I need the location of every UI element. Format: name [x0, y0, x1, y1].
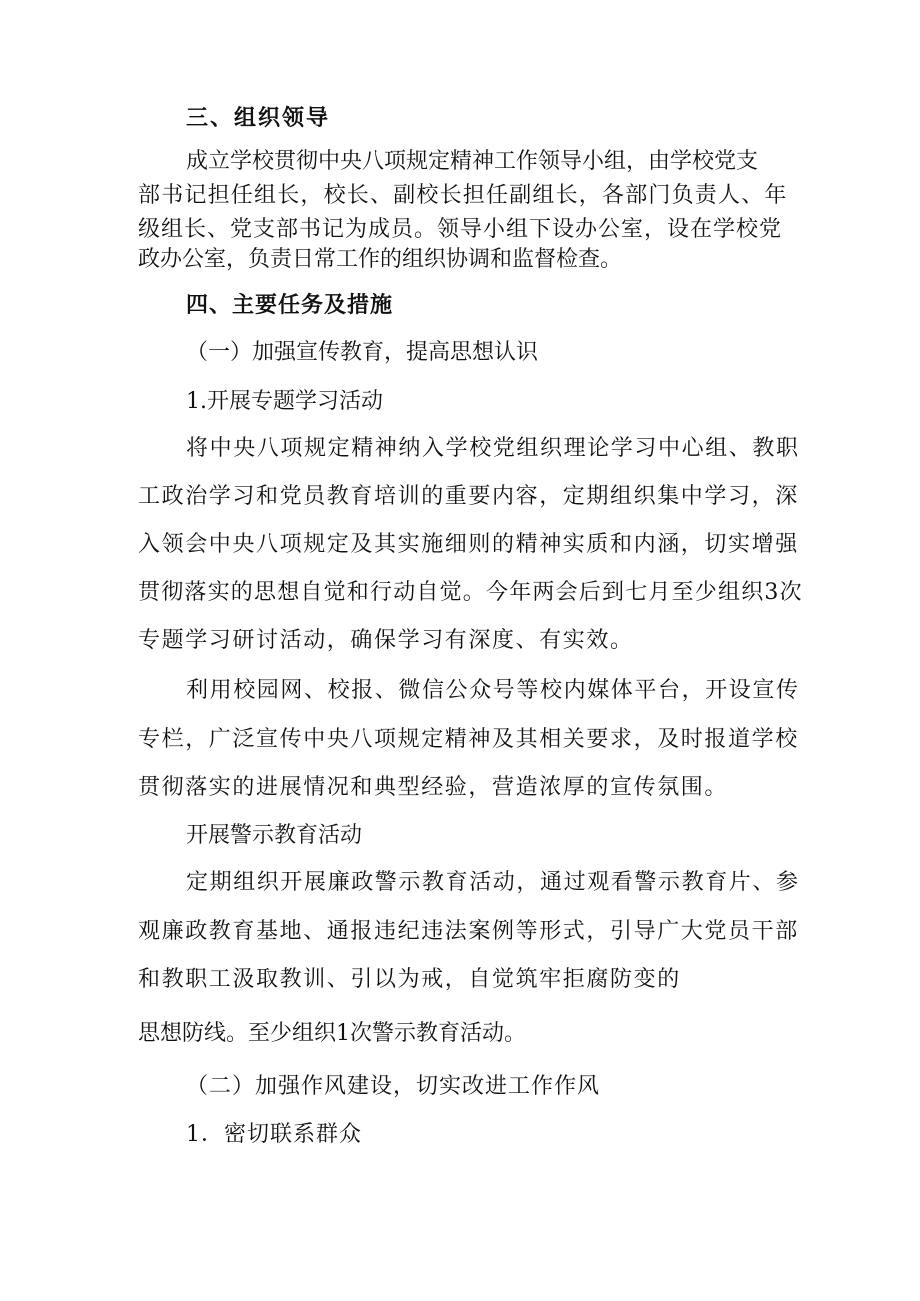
paragraph-line: 入领会中央八项规定及其实施细则的精神实质和内涵，切实增强: [138, 532, 799, 557]
paragraph-line: 贯彻落实的进展情况和典型经验，营造浓厚的宣传氛围。: [138, 775, 729, 800]
subheading-publicity: （一）加强宣传教育，提高思想认识: [186, 340, 539, 365]
paragraph-line: 和教职工汲取教训、引以为戒，自觉筑牢拒腐防变的: [138, 967, 681, 992]
paragraph-line: 思想防线。至少组织1次警示教育活动。: [138, 1021, 526, 1046]
paragraph-line: 将中央八项规定精神纳入学校党组织理论学习中心组、教职: [186, 436, 800, 461]
paragraph-line: 级组长、党支部书记为成员。领导小组下设办公室，设在学校党: [138, 217, 783, 242]
paragraph-line: 利用校园网、校报、微信公众号等校内媒体平台，开设宣传: [186, 678, 800, 703]
item-warning-education: 开展警示教育活动: [186, 823, 363, 848]
paragraph-line: 成立学校贯彻中央八项规定精神工作领导小组，由学校党支: [186, 149, 759, 174]
paragraph-line: 贯彻落实的思想自觉和行动自觉。今年两会后到七月至少组织3次: [138, 580, 803, 605]
paragraph-line: 专栏，广泛宣传中央八项规定精神及其相关要求，及时报道学校: [138, 727, 799, 752]
paragraph-line: 政办公室，负责日常工作的组织协调和监督检查。: [138, 247, 623, 272]
paragraph-line: 工政治学习和党员教育培训的重要内容，定期组织集中学习，深: [138, 484, 799, 509]
item-topic-study: 1.开展专题学习活动: [186, 389, 383, 414]
item-contact-masses: 1．密切联系群众: [186, 1122, 362, 1147]
section-heading-tasks: 四、主要任务及措施: [186, 292, 394, 318]
paragraph-line: 部书记担任组长，校长、副校长担任副组长，各部门负责人、年: [138, 183, 788, 208]
paragraph-line: 观廉政教育基地、通报违纪违法案例等形式，引导广大党员干部: [138, 919, 799, 944]
section-heading-organization: 三、组织领导: [186, 105, 331, 131]
paragraph-line: 定期组织开展廉政警示教育活动，通过观看警示教育片、参: [186, 870, 800, 895]
subheading-work-style: （二）加强作风建设，切实改进工作作风: [186, 1074, 601, 1099]
paragraph-line: 专题学习研讨活动，确保学习有深度、有实效。: [138, 628, 634, 653]
